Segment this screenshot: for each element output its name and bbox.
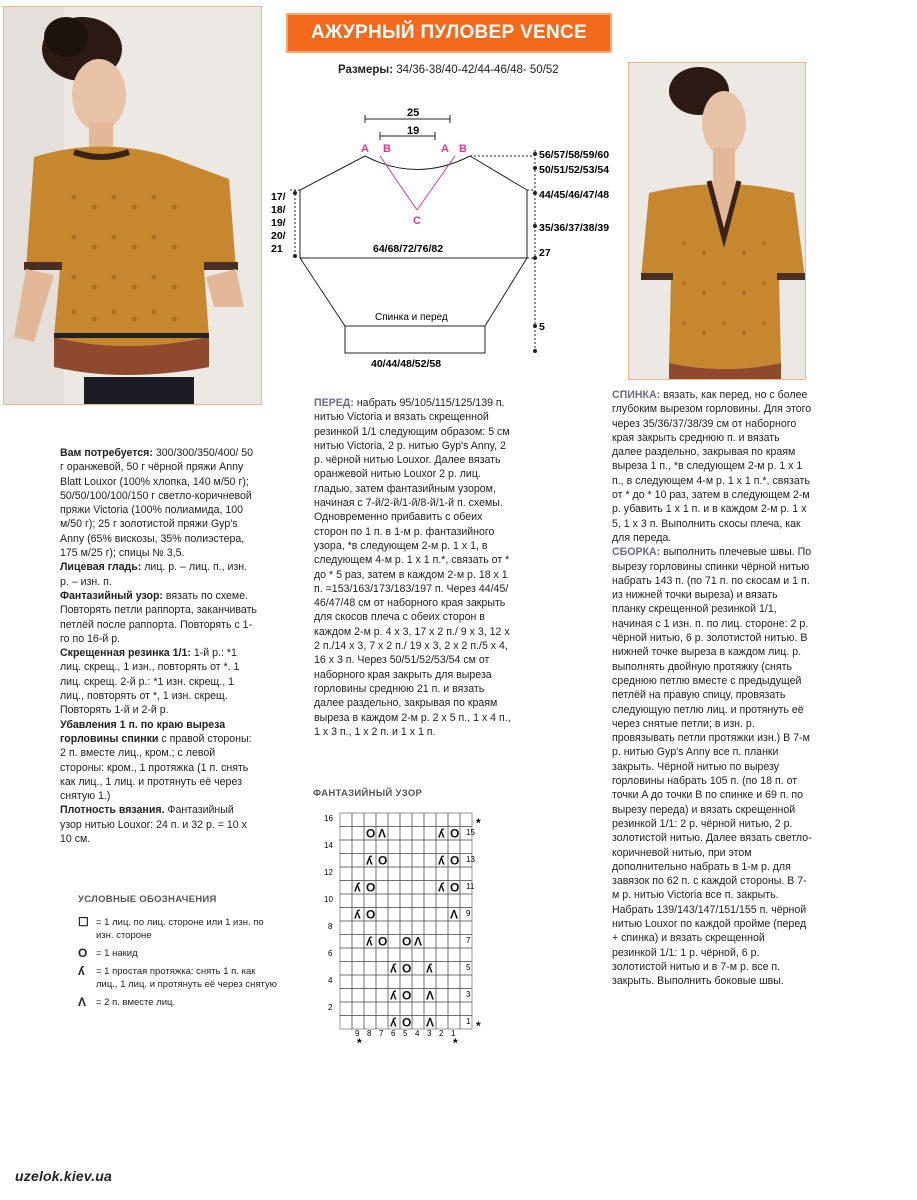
chart-cell bbox=[352, 1002, 364, 1016]
slip-knit-pass-icon: ʎ bbox=[438, 826, 445, 841]
bottom-width-label: 40/44/48/52/58 bbox=[371, 358, 442, 370]
row-label: 2 bbox=[328, 1003, 333, 1012]
chart-cell bbox=[352, 813, 364, 827]
chart-cell bbox=[460, 975, 472, 989]
back-assembly-column bbox=[612, 388, 812, 988]
yarn-over-icon: O bbox=[450, 880, 460, 895]
materials-text: 300/300/350/400/ 50 г оранжевой, 50 г чёрной пряжи Anny Blatt Louxor (100% хлопка, 140 м/50 г); 50/50/100/100/150 г светло-коричневой пряжи Victoria (100% полиамида, 100 м/50 г); 25 г золотистой пряжи Gyp's Anny (65% вискозы, 35% полиэстера, 175 м/25 г); спицы № 3,5. bbox=[60, 447, 254, 560]
chart-cell bbox=[388, 867, 400, 881]
legend-item bbox=[78, 996, 278, 1009]
chart-cell bbox=[376, 1016, 388, 1030]
legend-text: = 1 лиц. по лиц. стороне или 1 изн. по изн. стороне bbox=[96, 917, 264, 941]
page-title: АЖУРНЫЙ ПУЛОВЕР VENCE bbox=[286, 13, 612, 53]
chart-cell bbox=[352, 921, 364, 935]
chart-cell bbox=[448, 894, 460, 908]
front-text: набрать 95/105/115/125/139 п. нитью Victoria и вязать скрещенной резинкой 1/1 следующим образом: 5 см нитью Victoria, 2 р. нитью Gyp's Anny, 2 р. чёрной нитью Louxor. Далее вязать оранжевой нитью Louxor 2 р. лиц. гладью, затем фантазийным узором, начиная с 7-й/2-й/1-й/8-й/1-й п. схемы. Одновременно прибавить с обеих сторон по 1 п. в 1-м р. фантазийного узора, *в следующем 2-м р. 1 х 1, в следующем 4-м р. 1 х 1 п.*, связать от * до * 5 раз, затем в каждом 2-м р. 18 х 1 п. =153/163/173/183/197 п. Через 44/45/ 46/47/48 см от наборного края закрыть для скосов плеча с обеих сторон в каждом 2-м р. 4 х 3, 17 х 2 п./ 9 х 3, 12 х 2 п./14 х 3, 7 х 2 п./ 19 х 3, 2 х 2 п./5 х 4, 16 х 3 п. Через 50/51/52/53/54 см от наборного края закрыть для выреза горловины среднюю 21 п. и вязать далее раздельно, закрывая по краям выреза в каждом 2-м р. 2 х 5 п., 1 х 4 п., 1 х 3 п., 1 х 2 п. и 1 х 1 п. bbox=[314, 397, 511, 738]
left-height-3: 19/ bbox=[271, 217, 286, 229]
chart-cell bbox=[388, 908, 400, 922]
legend-item bbox=[78, 965, 278, 991]
stockinette-text: лиц. р. – лиц. п., изн. р. – изн. п. bbox=[60, 561, 248, 588]
chart-cell bbox=[436, 975, 448, 989]
chart-cell bbox=[340, 1016, 352, 1030]
k2tog-icon: Λ bbox=[426, 988, 435, 1003]
chart-cell bbox=[376, 948, 388, 962]
model-back-illustration bbox=[629, 63, 805, 379]
chart-cell bbox=[376, 881, 388, 895]
chart-cell bbox=[376, 1002, 388, 1016]
row-label: 10 bbox=[324, 895, 333, 904]
point-b-left: B bbox=[383, 143, 391, 155]
gauge-head: Плотность вязания. bbox=[60, 804, 165, 817]
twisted-rib-text: 1-й р.: *1 лиц. скрещ., 1 изн., повторять от *. 1 лиц. скрещ. 2-й р.: *1 изн. скрещ., 1 лиц., повторять от *, 1 изн. скрещ. Повторять 1-й и 2-й р. bbox=[60, 647, 240, 717]
point-c: C bbox=[413, 215, 421, 227]
chart-cell bbox=[400, 827, 412, 841]
chart-cell bbox=[388, 881, 400, 895]
chart-cell bbox=[400, 1002, 412, 1016]
col-label: 9 bbox=[355, 1029, 360, 1038]
chart-cell bbox=[448, 840, 460, 854]
chart-cell bbox=[352, 854, 364, 868]
chart-cell bbox=[436, 989, 448, 1003]
yarn-over-icon: O bbox=[366, 907, 376, 922]
chart-cell bbox=[388, 827, 400, 841]
chart-title: ФАНТАЗИЙНЫЙ УЗОР bbox=[313, 788, 423, 799]
repeat-star: * bbox=[453, 1036, 458, 1050]
chart-cell bbox=[376, 840, 388, 854]
chart-cell bbox=[376, 867, 388, 881]
chart-cell bbox=[436, 840, 448, 854]
chart-cell bbox=[340, 935, 352, 949]
yarn-over-icon: O bbox=[402, 988, 412, 1003]
chart-cell bbox=[448, 867, 460, 881]
yarn-over-icon: O bbox=[366, 826, 376, 841]
k2tog-icon: Λ bbox=[414, 934, 423, 949]
chart-cell bbox=[436, 921, 448, 935]
chart-cell bbox=[400, 813, 412, 827]
chart-cell bbox=[364, 948, 376, 962]
chart-cell bbox=[436, 948, 448, 962]
chart-cell bbox=[448, 935, 460, 949]
chart-cell bbox=[436, 908, 448, 922]
row-label: 4 bbox=[328, 976, 333, 985]
chart-cell bbox=[412, 827, 424, 841]
dim-19-label: 19 bbox=[407, 125, 420, 137]
chart-cell bbox=[340, 894, 352, 908]
chart-cell bbox=[448, 813, 460, 827]
chart-cell bbox=[376, 908, 388, 922]
chart-cell bbox=[388, 813, 400, 827]
materials-column bbox=[60, 446, 258, 846]
materials-head: Вам потребуется: bbox=[60, 447, 153, 459]
k2tog-icon: Λ bbox=[426, 1015, 435, 1030]
legend-item bbox=[78, 947, 278, 960]
left-height-5: 21 bbox=[271, 243, 283, 255]
legend-title: УСЛОВНЫЕ ОБОЗНАЧЕНИЯ bbox=[78, 894, 217, 905]
slip-knit-pass-icon: ʎ bbox=[366, 934, 373, 949]
point-a-left: A bbox=[361, 143, 369, 155]
col-label: 7 bbox=[379, 1029, 384, 1038]
chart-cell bbox=[412, 908, 424, 922]
chart-cell bbox=[412, 813, 424, 827]
decrease-text: с правой стороны: 2 п. вместе лиц., кром.; с левой стороны: кром., 1 протяжка (1 п. снять как лиц., 1 лиц. и протянуть её через снятую 1.) bbox=[60, 732, 252, 803]
slip-knit-pass-icon: ʎ bbox=[390, 988, 397, 1003]
chart-cell bbox=[388, 975, 400, 989]
k2tog-icon: Λ bbox=[378, 826, 387, 841]
legend-item bbox=[78, 916, 278, 942]
stockinette-head: Лицевая гладь: bbox=[60, 561, 142, 574]
assembly-head: СБОРКА: bbox=[612, 546, 661, 559]
left-height-1: 17/ bbox=[271, 191, 286, 203]
chart-cell bbox=[400, 867, 412, 881]
chart-cell bbox=[388, 894, 400, 908]
chart-cell bbox=[412, 975, 424, 989]
chart-cell bbox=[448, 1016, 460, 1030]
chart-cell bbox=[400, 894, 412, 908]
left-height-4: 20/ bbox=[271, 230, 286, 242]
chart-cell bbox=[448, 921, 460, 935]
chart-cell bbox=[400, 881, 412, 895]
back-text: вязать, как перед, но с более глубоким вырезом горловины. Для этого через 35/36/37/38/39 см от наборного края закрыть среднюю п. и вязать далее раздельно, закрывая по краям выреза 1 п., *в следующем 2-м р. 1 х 1 п., в следующем 4-м р. 1 х 1 п.*, связать от * до * 10 раз, затем в следующем 2-м р. убавить 1 х 1 п. и в каждом 2-м р. 1 х 5, 1 х 3 п. Выполнить скосы плеча, как для переда. bbox=[612, 389, 812, 544]
yarn-over-icon: O bbox=[378, 853, 388, 868]
legend bbox=[78, 893, 278, 1014]
twisted-rib-head: Скрещенная резинка 1/1: bbox=[60, 647, 191, 660]
chart-cell bbox=[364, 921, 376, 935]
chart-cell bbox=[340, 975, 352, 989]
legend-text: = 1 простая протяжка: снять 1 п. как лиц., 1 лиц. и протянуть её через снятую bbox=[96, 966, 277, 990]
chart-cell bbox=[352, 840, 364, 854]
chart-cell bbox=[424, 813, 436, 827]
chart-cell bbox=[340, 881, 352, 895]
chart-cell bbox=[388, 840, 400, 854]
chart-cell bbox=[364, 1016, 376, 1030]
chart-cell bbox=[376, 813, 388, 827]
slip-knit-pass-icon: ʎ bbox=[78, 964, 85, 978]
yarn-over-icon: O bbox=[450, 826, 460, 841]
chart-cell bbox=[424, 935, 436, 949]
row-label: 1 bbox=[466, 1017, 471, 1026]
chart-cell bbox=[340, 908, 352, 922]
chart-cell bbox=[424, 975, 436, 989]
chart-cell bbox=[364, 894, 376, 908]
fancy-pattern-text: вязать по схеме. Повторять петли раппорта, заканчивать петлёй после раппорта. Повторять с 1-го по 16-й р. bbox=[60, 589, 257, 645]
chart-cell bbox=[460, 921, 472, 935]
fancy-pattern-head: Фантазийный узор: bbox=[60, 589, 163, 602]
chart-cell bbox=[400, 975, 412, 989]
model-photo-back bbox=[628, 62, 806, 380]
col-label: 5 bbox=[403, 1029, 408, 1038]
sizes-value: 34/36-38/40-42/44-46/48- 50/52 bbox=[396, 64, 559, 76]
chart-cell bbox=[352, 989, 364, 1003]
legend-text: = 2 п. вместе лиц. bbox=[96, 997, 176, 1008]
pattern-schema bbox=[265, 98, 625, 373]
slip-knit-pass-icon: ʎ bbox=[354, 907, 361, 922]
chart-cell bbox=[424, 867, 436, 881]
chart-cell bbox=[400, 948, 412, 962]
chart-cell bbox=[340, 948, 352, 962]
chart-cell bbox=[352, 827, 364, 841]
yarn-over-icon: O bbox=[378, 934, 388, 949]
chart-cell bbox=[352, 948, 364, 962]
model-photo-front bbox=[3, 6, 262, 405]
chart-cell bbox=[448, 962, 460, 976]
col-label: 3 bbox=[427, 1029, 432, 1038]
chart-cell bbox=[412, 989, 424, 1003]
chart-cell bbox=[460, 948, 472, 962]
chart-cell bbox=[412, 1016, 424, 1030]
chart-cell bbox=[340, 867, 352, 881]
chart-cell bbox=[352, 894, 364, 908]
chart-cell bbox=[400, 840, 412, 854]
assembly-text: выполнить плечевые швы. По вырезу горловины спинки чёрной нитью набрать 143 п. (по 71 п. по скосам и 1 п. из нижней точки выреза) и вязать планку скрещенной резинкой 1/1, начиная с 1 изн. п. по лиц. стороне: 2 р. чёрной нитью, 6 р. золотистой нитью. В нижней точке выреза в каждом лиц. р. выполнять двойную протяжку (снять среднюю петлю вместе с предыдущей петлёй на правую спицу, провязать следующую петлю лиц. и протянуть её через снятые петли; в изн. р. провязывать петли протяжки изн.) В 7-м р. нитью Gyp's Anny все п. планки закрыть. Чёрной нитью по вырезу горловины набрать 105 п. (по 18 п. от точки A до точки B по спинке и 69 п. по вырезу переда) и вязать скрещенной резинкой 1/1: 2 р. чёрной нитью, 2 р. золотистой нитью. Далее вязать светло-коричневой нитью, при этом дополнительно набрать в 1-м р. для завязок по 62 п. с каждой стороны. В 7-м р. нитью Victoria все п. закрыть. Набрать 139/143/147/151/155 п. чёрной нитью Louxor по каждой пройме (перед + спинка) и вязать скрещенной резинкой 1/1: 1 р. чёрной, 6 р. золотистой нитью и в 7-м р. все п. закрыть. Выполнить боковые швы. bbox=[612, 546, 812, 988]
right-dim-1: 56/57/58/59/60 bbox=[539, 149, 610, 161]
yarn-over-icon: O bbox=[366, 880, 376, 895]
sizes-label: Размеры: bbox=[338, 64, 394, 76]
chart-cell bbox=[400, 854, 412, 868]
repeat-star: * bbox=[476, 816, 481, 830]
front-instructions-column bbox=[314, 396, 512, 739]
chart-cell bbox=[340, 989, 352, 1003]
chart-cell bbox=[340, 854, 352, 868]
yarn-over-icon: O bbox=[402, 934, 412, 949]
row-label: 5 bbox=[466, 963, 471, 972]
col-label: 6 bbox=[391, 1029, 396, 1038]
back-head: СПИНКА: bbox=[612, 389, 661, 401]
chart-cell bbox=[436, 1016, 448, 1030]
right-dim-2: 50/51/52/53/54 bbox=[539, 164, 610, 176]
site-watermark: uzelok.kiev.ua bbox=[15, 1168, 112, 1184]
right-dim-3: 44/45/46/47/48 bbox=[539, 189, 610, 201]
chart-cell bbox=[376, 894, 388, 908]
chart-cell bbox=[412, 854, 424, 868]
chart-cell bbox=[448, 1002, 460, 1016]
chart-cell bbox=[436, 813, 448, 827]
chart-cell bbox=[364, 867, 376, 881]
chart-cell bbox=[352, 935, 364, 949]
chart-cell bbox=[412, 948, 424, 962]
right-dim-4: 35/36/37/38/39 bbox=[539, 222, 610, 234]
chart-cell bbox=[448, 975, 460, 989]
col-label: 2 bbox=[439, 1029, 444, 1038]
front-head: ПЕРЕД: bbox=[314, 397, 354, 409]
chart-cell bbox=[448, 948, 460, 962]
chart-cell bbox=[412, 840, 424, 854]
chart-cell bbox=[412, 1002, 424, 1016]
knitting-chart bbox=[318, 805, 488, 1050]
chart-cell bbox=[412, 881, 424, 895]
chart-cell bbox=[364, 813, 376, 827]
yarn-over-icon: O bbox=[402, 961, 412, 976]
chart-cell bbox=[352, 975, 364, 989]
chart-cell bbox=[424, 827, 436, 841]
slip-knit-pass-icon: ʎ bbox=[438, 880, 445, 895]
chart-cell bbox=[436, 894, 448, 908]
slip-knit-pass-icon: ʎ bbox=[438, 853, 445, 868]
chart-cell bbox=[352, 962, 364, 976]
k2tog-icon: Λ bbox=[78, 995, 87, 1009]
chart-cell bbox=[340, 921, 352, 935]
row-label: 13 bbox=[466, 855, 475, 864]
chart-cell bbox=[424, 894, 436, 908]
dim-25-label: 25 bbox=[407, 107, 420, 119]
mid-width-label: 64/68/72/76/82 bbox=[373, 243, 444, 255]
k2tog-icon: Λ bbox=[450, 907, 459, 922]
chart-cell bbox=[412, 867, 424, 881]
chart-cell bbox=[424, 854, 436, 868]
row-label: 9 bbox=[466, 909, 471, 918]
gauge-text: Фантазийный узор нитью Louxor: 24 п. и 32 р. = 10 х 10 см. bbox=[60, 804, 247, 846]
yarn-over-icon: O bbox=[78, 946, 88, 960]
col-label: 8 bbox=[367, 1029, 372, 1038]
slip-knit-pass-icon: ʎ bbox=[426, 961, 433, 976]
chart-cell bbox=[460, 894, 472, 908]
row-label: 15 bbox=[466, 828, 475, 837]
row-label: 12 bbox=[324, 868, 333, 877]
chart-cell bbox=[388, 935, 400, 949]
chart-cell bbox=[340, 1002, 352, 1016]
chart-cell bbox=[412, 962, 424, 976]
chart-cell bbox=[400, 921, 412, 935]
chart-cell bbox=[364, 840, 376, 854]
row-label: 3 bbox=[466, 990, 471, 999]
chart-cell bbox=[376, 962, 388, 976]
row-label: 16 bbox=[324, 814, 333, 823]
model-front-illustration bbox=[4, 7, 261, 404]
col-label: 1 bbox=[451, 1029, 456, 1038]
empty-square-icon: ☐ bbox=[78, 915, 89, 929]
row-label: 8 bbox=[328, 922, 333, 931]
chart-cell bbox=[460, 813, 472, 827]
chart-cell bbox=[460, 840, 472, 854]
left-height-2: 18/ bbox=[271, 204, 286, 216]
row-label: 7 bbox=[466, 936, 471, 945]
repeat-star: * bbox=[476, 1019, 481, 1033]
chart-cell bbox=[376, 975, 388, 989]
chart-cell bbox=[400, 908, 412, 922]
chart-cell bbox=[448, 989, 460, 1003]
chart-cell bbox=[364, 1002, 376, 1016]
slip-knit-pass-icon: ʎ bbox=[390, 1015, 397, 1030]
chart-cell bbox=[412, 894, 424, 908]
body-label: Спинка и перед bbox=[375, 312, 448, 323]
chart-cell bbox=[424, 881, 436, 895]
chart-cell bbox=[340, 840, 352, 854]
right-dim-5: 27 bbox=[539, 247, 551, 259]
chart-cell bbox=[352, 867, 364, 881]
chart-cell bbox=[340, 827, 352, 841]
chart-cell bbox=[376, 921, 388, 935]
chart-cell bbox=[388, 921, 400, 935]
sizes-line bbox=[338, 64, 559, 76]
chart-cell bbox=[388, 948, 400, 962]
chart-cell bbox=[340, 962, 352, 976]
right-dim-6: 5 bbox=[539, 321, 545, 333]
col-label: 4 bbox=[415, 1029, 420, 1038]
point-b-right: B bbox=[459, 143, 467, 155]
chart-cell bbox=[376, 989, 388, 1003]
chart-cell bbox=[436, 962, 448, 976]
chart-cell bbox=[424, 921, 436, 935]
chart-cell bbox=[364, 975, 376, 989]
chart-cell bbox=[364, 989, 376, 1003]
slip-knit-pass-icon: ʎ bbox=[354, 880, 361, 895]
row-label: 11 bbox=[466, 882, 475, 891]
yarn-over-icon: O bbox=[450, 853, 460, 868]
chart-cell bbox=[388, 854, 400, 868]
chart-cell bbox=[460, 1002, 472, 1016]
slip-knit-pass-icon: ʎ bbox=[366, 853, 373, 868]
chart-cell bbox=[436, 867, 448, 881]
chart-cell bbox=[364, 962, 376, 976]
point-a-right: A bbox=[441, 143, 449, 155]
yarn-over-icon: O bbox=[402, 1015, 412, 1030]
chart-cell bbox=[460, 867, 472, 881]
row-label: 14 bbox=[324, 841, 333, 850]
chart-cell bbox=[424, 840, 436, 854]
chart-cell bbox=[424, 908, 436, 922]
chart-cell bbox=[412, 921, 424, 935]
slip-knit-pass-icon: ʎ bbox=[390, 961, 397, 976]
legend-text: = 1 накид bbox=[96, 948, 138, 959]
repeat-star: * bbox=[357, 1036, 362, 1050]
chart-cell bbox=[436, 935, 448, 949]
decrease-head: Убавления 1 п. по краю выреза горловины спинки bbox=[60, 718, 226, 745]
row-label: 6 bbox=[328, 949, 333, 958]
chart-cell bbox=[340, 813, 352, 827]
chart-cell bbox=[352, 1016, 364, 1030]
chart-cell bbox=[424, 1002, 436, 1016]
chart-cell bbox=[436, 1002, 448, 1016]
chart-cell bbox=[388, 1002, 400, 1016]
chart-cell bbox=[424, 948, 436, 962]
